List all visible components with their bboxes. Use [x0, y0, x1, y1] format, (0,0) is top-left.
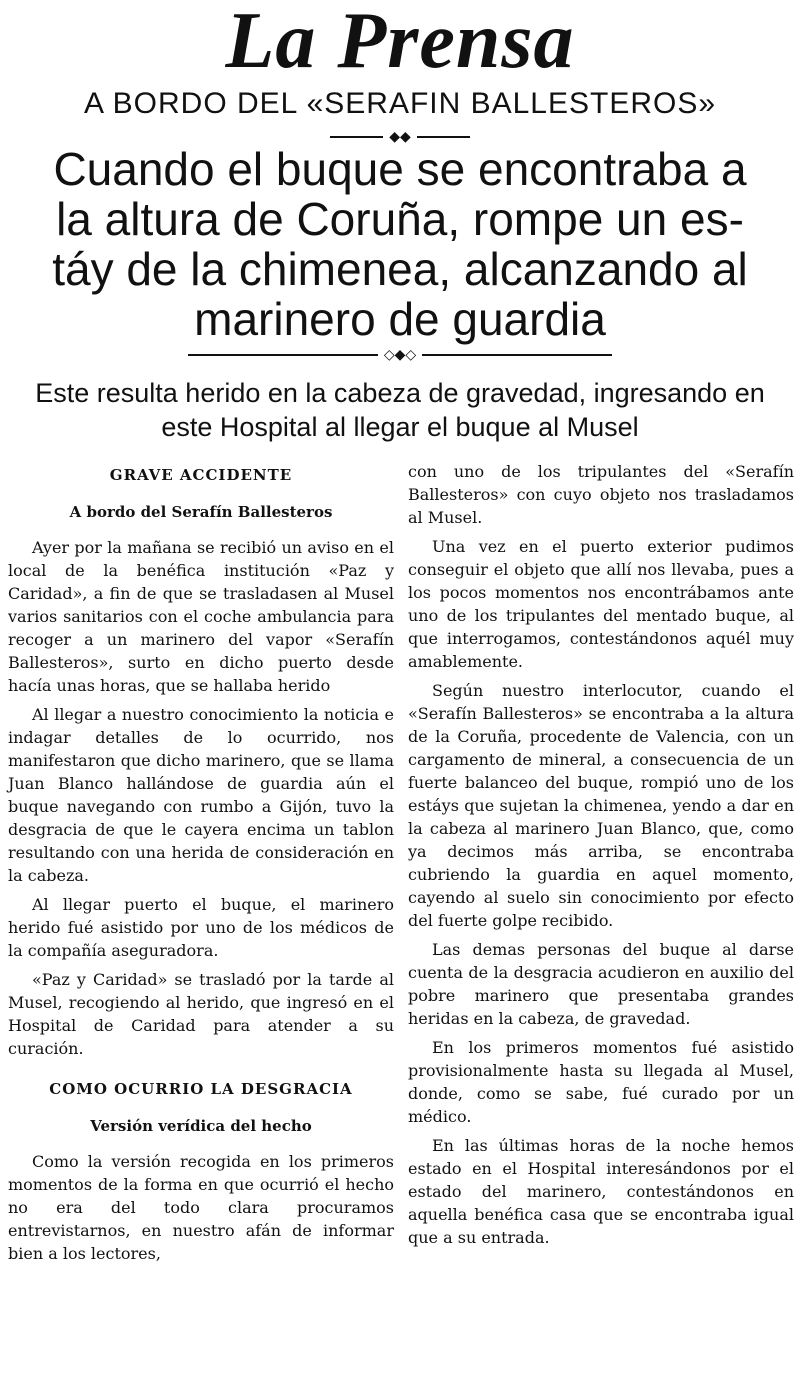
divider-line: [188, 354, 378, 356]
subheadline: Este resulta herido en la cabeza de gravedad, ingresando en este Hospital al llegar el buque al Musel: [35, 378, 765, 442]
paragraph: con uno de los tripulantes del «Serafín Ballesteros» con cuyo objeto nos trasladamos al Musel.: [408, 462, 794, 527]
paragraph: En las últimas horas de la noche hemos estado en el Hospital interesándonos por el estado del marinero, contestándonos en aquella benéfica casa que se encontraba igual que a su entrada.: [408, 1136, 794, 1247]
headline: Cuando el buque se encontraba a la altura de Coruña, rompe un es- táy de la chimenea, alcanzando al marinero de guardia: [52, 143, 748, 345]
section-subheading: A bordo del Serafín Ballesteros: [69, 503, 333, 521]
paragraph: Como la versión recogida en los primeros momentos de la forma en que ocurrió el hecho no era del todo clara procuramos entrevistarnos, en nuestro afán de informar bien a los lectores,: [8, 1152, 394, 1263]
paragraph: Al llegar puerto el buque, el marinero herido fué asistido por uno de los médicos de la compañía aseguradora.: [8, 895, 394, 960]
paragraph: «Paz y Caridad» se trasladó por la tarde al Musel, recogiendo al herido, que ingresó en el Hospital de Caridad para atender a su curación.: [8, 970, 394, 1058]
article-column-right: [408, 460, 794, 1255]
paragraph: Según nuestro interlocutor, cuando el «Serafín Ballesteros» se encontraba a la altura de la Coruña, procedente de Valencia, con un cargamento de mineral, a consecuencia de un fuerte balanceo del buque, rompió uno de los estáys que sujetan la chimenea, yendo a dar en la cabeza al marinero Juan Blanco, que, como ya decimos más arriba, se encontraba cubriendo la guardia en aquel momento, cayendo al suelo sin conocimiento por efecto del fuerte golpe recibido.: [408, 681, 794, 930]
article-column-left: [8, 458, 394, 1271]
masthead: La Prensa: [225, 0, 575, 85]
divider-line: [330, 136, 383, 138]
paragraph: Al llegar a nuestro conocimiento la noticia e indagar detalles de lo ocurrido, nos manifestaron que dicho marinero, que se llama Juan Blanco hallándose de guardia aún el buque navegando con rumbo a Gijón, tuvo la desgracia de que le cayera encima un tablon resultando con una herida de consideración en la cabeza.: [8, 705, 394, 885]
paragraph: Ayer por la mañana se recibió un aviso en el local de la benéfica institución «Paz y Caridad», a fin de que se trasladasen al Musel varios sanitarios con el coche ambulancia para recoger a un marinero del vapor «Serafín Ballesteros», surto en dicho puerto desde hacía unas horas, que se hallaba herido: [8, 538, 394, 695]
paragraph: Una vez en el puerto exterior pudimos conseguir el objeto que allí nos llevaba, pues a los pocos momentos nos encontrábamos ante uno de los tripulantes del mentado buque, al que interrogamos, contestándonos aquél muy amablemente.: [408, 537, 794, 671]
ornament-divider-wide: [150, 348, 650, 362]
section-heading: COMO OCURRIO LA DESGRACIA: [49, 1080, 353, 1098]
section-heading: GRAVE ACCIDENTE: [109, 466, 293, 484]
kicker: A BORDO DEL «SERAFIN BALLESTEROS»: [83, 87, 717, 120]
diamond-ornament-icon: ◆◆: [389, 129, 411, 145]
scroll-ornament-icon: ◇◆◇: [383, 347, 417, 363]
divider-line: [422, 354, 612, 356]
divider-line: [417, 136, 470, 138]
ornament-divider: [330, 130, 470, 144]
section-subheading: Versión verídica del hecho: [90, 1117, 312, 1135]
paragraph: En los primeros momentos fué asistido provisionalmente hasta su llegada al Musel, donde, como se sabe, fué curado por un médico.: [408, 1038, 794, 1126]
paragraph: Las demas personas del buque al darse cuenta de la desgracia acudieron en auxilio del pobre marinero que presentaba grandes heridas en la cabeza, de gravedad.: [408, 940, 794, 1028]
